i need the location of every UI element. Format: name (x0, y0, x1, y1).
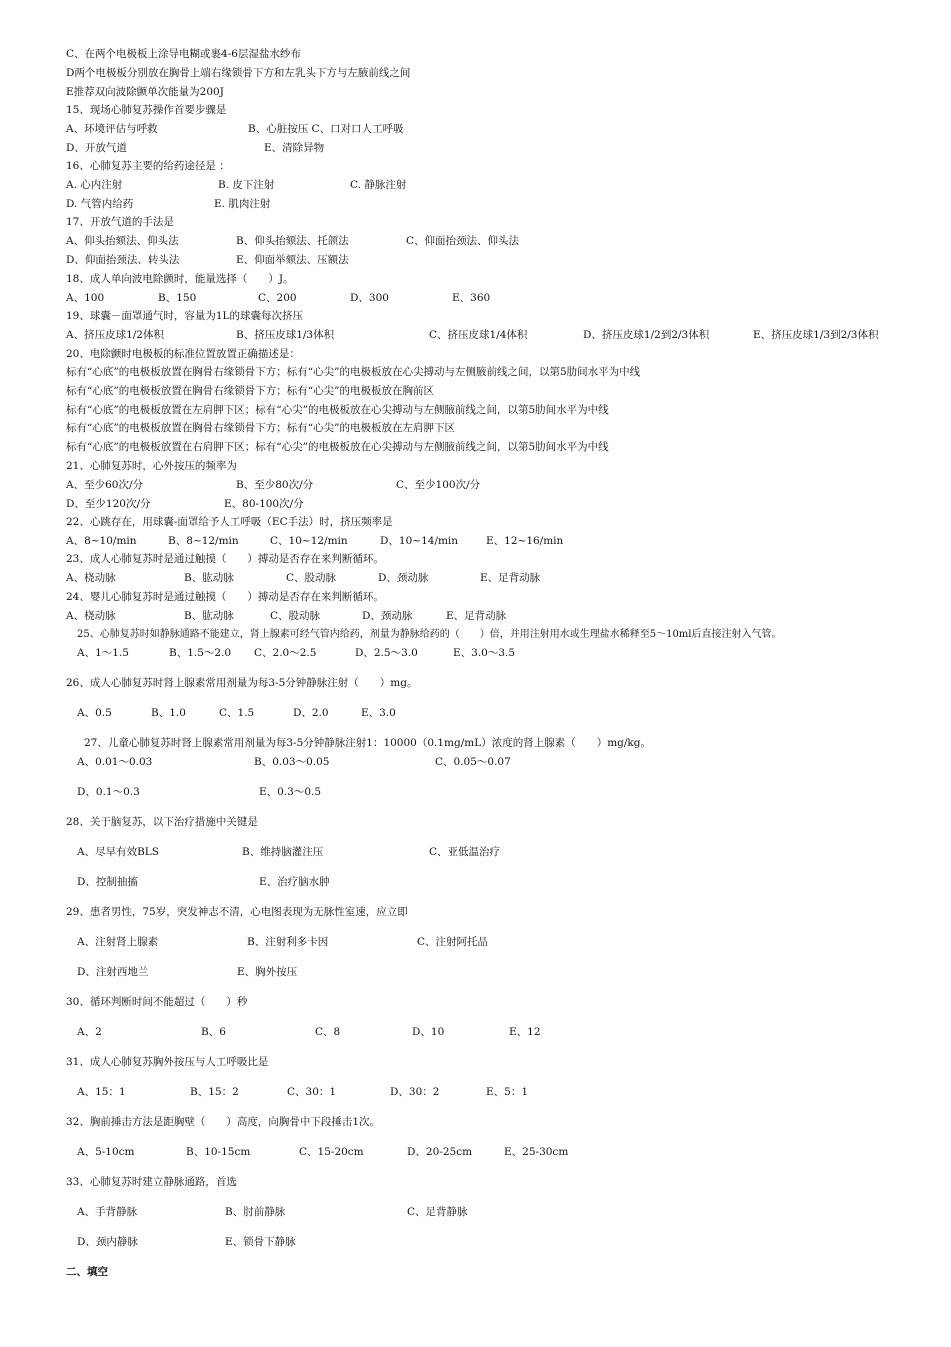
question-21: 21、心肺复苏时，心外按压的频率为 (66, 460, 237, 472)
option-d: D、颈内静脉 (77, 1236, 138, 1248)
question-17: 17、开放气道的手法是 (66, 216, 174, 228)
option-a: A、1～1.5 (77, 647, 129, 659)
option-b: B、6 (201, 1026, 226, 1038)
option-e: E、12 (509, 1026, 541, 1038)
question-25: 25、心肺复苏时如静脉通路不能建立，肾上腺素可经气管内给药，剂量为静脉给药的（ ）倍，并用注射用水或生理盐水稀释至5～10ml后直接注射入气管。 (77, 629, 782, 640)
option-e: E、80-100次/分 (224, 498, 304, 510)
section-heading: 二、填空 (66, 1266, 108, 1278)
option-a: A、100 (66, 292, 105, 304)
option-d: D、仰面抬颈法、转头法 (66, 254, 180, 266)
option-b: B、肱动脉 (184, 610, 234, 622)
option-e: E、挤压皮球1/3到2/3体积 (753, 329, 879, 341)
option-c: C、亚低温治疗 (429, 846, 501, 858)
option-e: E、0.3～0.5 (259, 786, 322, 798)
option-d: D、10 (412, 1026, 445, 1038)
option-c: C、10~12/min (270, 535, 348, 547)
question-26: 26、成人心肺复苏时肾上腺素常用剂量为每3-5分钟静脉注射（ ）mg。 (66, 677, 418, 689)
option-b: B、心脏按压 C、口对口人工呼吸 (248, 123, 404, 135)
option-c: C、足背静脉 (407, 1206, 468, 1218)
option-e: E、3.0 (361, 707, 396, 719)
option-c: C、股动脉 (286, 572, 337, 584)
option-b: B、0.03～0.05 (254, 756, 330, 768)
option-c: C、注射阿托品 (417, 936, 489, 948)
question-19: 19、球囊－面罩通气时，容量为1L的球囊每次挤压 (66, 310, 304, 322)
option-e: E、25-30cm (504, 1146, 569, 1158)
option-d: D、30：2 (390, 1086, 440, 1098)
option-line: E推荐双向波除颤单次能量为200J (66, 86, 224, 98)
option-a: A、桡动脉 (66, 572, 116, 584)
question-24: 24、婴儿心肺复苏时是通过触摸（ ）搏动是否存在来判断循环。 (66, 591, 384, 603)
option-a: A、尽早有效BLS (77, 846, 159, 858)
question-30: 30、循环判断时间不能超过（ ）秒 (66, 996, 248, 1008)
option-d: D、控制抽搐 (77, 876, 138, 888)
question-28: 28、关于脑复苏，以下治疗措施中关键是 (66, 816, 258, 828)
option-e: E、3.0～3.5 (453, 647, 516, 659)
option-e: E、足背动脉 (480, 572, 541, 584)
option-c: C、2.0～2.5 (254, 647, 317, 659)
question-18: 18、成人单向波电除颤时，能量选择（ ）J。 (66, 273, 294, 285)
option-c: C、股动脉 (270, 610, 321, 622)
option-b: B、仰头抬颏法、托颌法 (236, 235, 349, 247)
option-a: A、5-10cm (77, 1146, 135, 1158)
option-b: B、挤压皮球1/3体积 (236, 329, 335, 341)
option-b: B. 皮下注射 (218, 179, 275, 191)
option-d: D、颈动脉 (362, 610, 413, 622)
option-e: E、5：1 (486, 1086, 529, 1098)
option-e: E、胸外按压 (237, 966, 298, 978)
option-b: B、150 (158, 292, 197, 304)
question-33: 33、心肺复苏时建立静脉通路，首选 (66, 1176, 237, 1188)
option-a: A、环境评估与呼救 (66, 123, 158, 135)
question-16: 16、心肺复苏主要的给药途径是 ： (66, 160, 230, 172)
option-a: A、15：1 (77, 1086, 126, 1098)
question-31: 31、成人心肺复苏胸外按压与人工呼吸比是 (66, 1056, 269, 1068)
option-e: E、12~16/min (486, 535, 564, 547)
question-15: 15、现场心肺复苏操作首要步骤是 (66, 104, 227, 116)
option-a: A. 心内注射 (66, 179, 123, 191)
option-c: C、0.05～0.07 (435, 756, 511, 768)
option-line: 标有“心底”的电极板放置在右肩胛下区；标有“心尖”的电极板放在心尖搏动与左侧腋前线之间，以第5肋间水平为中线 (66, 441, 609, 453)
option-d: D、2.5～3.0 (355, 647, 418, 659)
option-a: A、手背静脉 (77, 1206, 138, 1218)
option-b: B、维持脑灌注压 (242, 846, 324, 858)
option-c: C、至少100次/分 (396, 479, 481, 491)
option-b: B、1.5～2.0 (169, 647, 232, 659)
option-e: E、锁骨下静脉 (225, 1236, 296, 1248)
option-e: E、治疗脑水肿 (259, 876, 330, 888)
question-23: 23、成人心肺复苏时是通过触摸（ ）搏动是否存在来判断循环。 (66, 553, 384, 565)
option-d: D、10~14/min (380, 535, 459, 547)
option-line: 标有“心底”的电极板放置在胸骨右缘锁骨下方；标有“心尖”的电极板放在心尖搏动与左侧腋前线之间，以第5肋间水平为中线 (66, 366, 641, 378)
option-d: D. 气管内给药 (66, 198, 134, 210)
option-a: A、桡动脉 (66, 610, 116, 622)
option-d: D、20-25cm (407, 1146, 473, 1158)
option-c: C、15-20cm (299, 1146, 364, 1158)
option-c: C、挤压皮球1/4体积 (429, 329, 528, 341)
option-b: B、15：2 (190, 1086, 239, 1098)
option-b: B、注射利多卡因 (247, 936, 329, 948)
option-b: B、肘前静脉 (225, 1206, 286, 1218)
option-c: C、1.5 (219, 707, 255, 719)
option-a: A、8~10/min (66, 535, 137, 547)
option-c: C、8 (315, 1026, 341, 1038)
option-a: A、0.5 (77, 707, 112, 719)
option-d: D、注射西地兰 (77, 966, 149, 978)
option-a: A、0.01～0.03 (77, 756, 153, 768)
option-a: A、至少60次/分 (66, 479, 143, 491)
option-c: C、30：1 (287, 1086, 337, 1098)
option-a: A、2 (77, 1026, 102, 1038)
option-e: E、360 (452, 292, 491, 304)
option-b: B、肱动脉 (184, 572, 234, 584)
option-a: A、仰头抬颏法、仰头法 (66, 235, 179, 247)
question-32: 32、胸前捶击方法是距胸壁（ ）高度，向胸骨中下段捶击1次。 (66, 1116, 381, 1128)
option-d: D、300 (350, 292, 389, 304)
question-20: 20、电除颤时电极板的标准位置放置正确描述是： (66, 348, 300, 360)
question-22: 22、心跳存在，用球囊-面罩给予人工呼吸（EC手法）时，挤压频率是 (66, 516, 393, 528)
option-b: B、至少80次/分 (236, 479, 314, 491)
option-d: D、颈动脉 (378, 572, 429, 584)
option-a: A、注射肾上腺素 (77, 936, 159, 948)
option-e: E、足背动脉 (446, 610, 507, 622)
option-d: D、至少120次/分 (66, 498, 151, 510)
option-c: C. 静脉注射 (350, 179, 407, 191)
option-e: E、清除异物 (264, 142, 325, 154)
option-b: B、1.0 (151, 707, 186, 719)
option-line: 标有“心底”的电极板放置在胸骨右缘锁骨下方；标有“心尖”的电极板放在左肩胛下区 (66, 422, 455, 434)
option-d: D、2.0 (293, 707, 329, 719)
option-b: B、10-15cm (186, 1146, 251, 1158)
option-c: C、200 (258, 292, 297, 304)
question-27: 27、儿童心肺复苏时肾上腺素常用剂量为每3-5分钟静脉注射1：10000（0.1mg/mL）浓度的肾上腺素（ ）mg/kg。 (84, 737, 651, 749)
option-d: D、0.1～0.3 (77, 786, 140, 798)
option-line: D两个电极板分别放在胸骨上端右缘锁骨下方和左乳头下方与左腋前线之间 (66, 67, 411, 79)
option-line: 标有“心底”的电极板放置在胸骨右缘锁骨下方；标有“心尖”的电极板放在胸前区 (66, 385, 434, 397)
option-a: A、挤压皮球1/2体积 (66, 329, 164, 341)
option-e: E. 肌肉注射 (214, 198, 271, 210)
option-b: B、8~12/min (168, 535, 239, 547)
option-d: D、开放气道 (66, 142, 127, 154)
option-line: 标有“心底”的电极板放置在左肩胛下区；标有“心尖”的电极板放在心尖搏动与左侧腋前线之间，以第5肋间水平为中线 (66, 404, 609, 416)
question-29: 29、患者男性，75岁，突发神志不清，心电图表现为无脉性室速，应立即 (66, 906, 408, 918)
option-e: E、仰面举颏法、压额法 (236, 254, 349, 266)
option-line: C、在两个电极板上涂导电糊或裹4-6层湿盐水纱布 (66, 48, 301, 60)
option-c: C、仰面抬颈法、仰头法 (406, 235, 520, 247)
option-d: D、挤压皮球1/2到2/3体积 (583, 329, 710, 341)
